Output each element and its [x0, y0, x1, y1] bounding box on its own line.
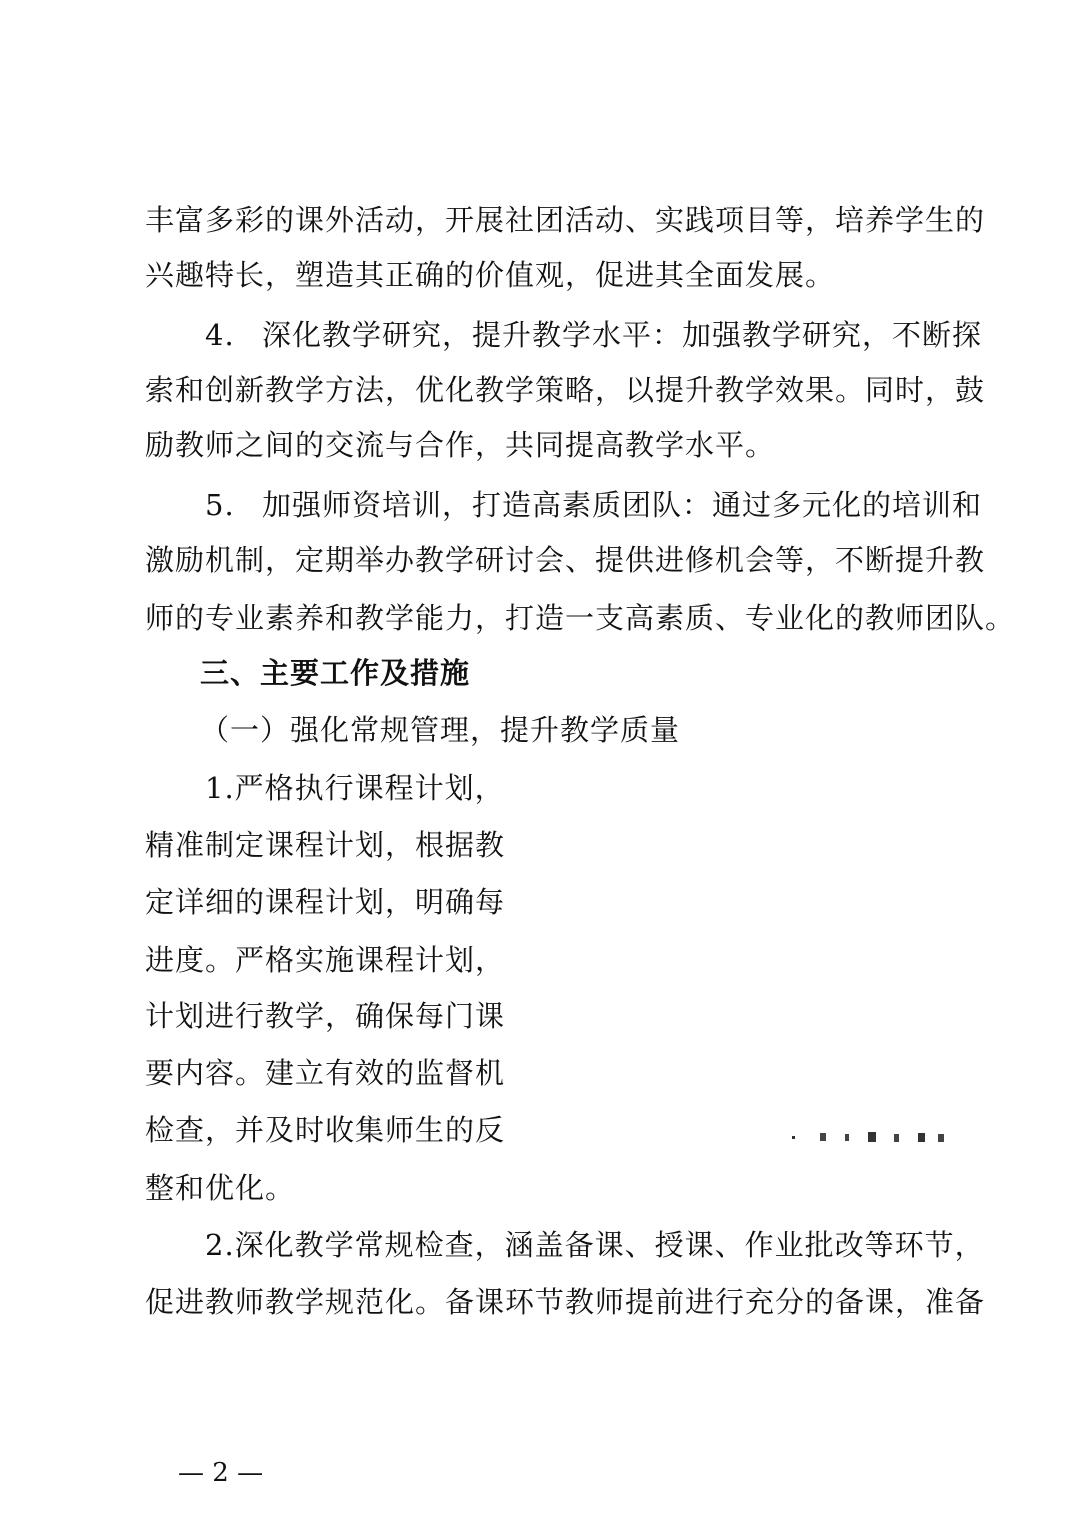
item-5-number: 5. — [205, 488, 235, 522]
body-line-20: 促进教师教学规范化。备课环节教师提前进行充分的备课，准备 — [145, 1285, 986, 1319]
body-line-15: 计划进行教学，确保每门课 — [145, 999, 506, 1033]
body-line-16: 要内容。建立有效的监督机 — [145, 1056, 506, 1090]
section-heading-3: 三、主要工作及措施 — [200, 656, 471, 690]
item-2-line: 2.深化教学常规检查，涵盖备课、授课、作业批改等环节， — [205, 1228, 985, 1262]
page-number: — 2 — — [178, 1458, 264, 1488]
body-line-18: 整和优化。 — [145, 1171, 296, 1205]
item-5-heading-line: 加强师资培训，打造高素质团队：通过多元化的培训和 — [262, 488, 983, 522]
subsection-heading-1: （一）强化常规管理，提升教学质量 — [200, 713, 681, 747]
body-line-5: 励教师之间的交流与合作，共同提高教学水平。 — [145, 428, 776, 462]
body-line-12: 精准制定课程计划，根据教 — [145, 828, 506, 862]
body-line-1: 丰富多彩的课外活动，开展社团活动、实践项目等，培养学生的 — [145, 203, 986, 237]
body-line-4: 索和创新教学方法，优化教学策略，以提升教学效果。同时，鼓 — [145, 373, 986, 407]
body-line-17: 检查，并及时收集师生的反 — [145, 1113, 506, 1147]
item-1-line: 1.严格执行课程计划， — [205, 771, 505, 805]
body-line-13: 定详细的课程计划，明确每 — [145, 885, 506, 919]
body-line-2: 兴趣特长，塑造其正确的价值观，促进其全面发展。 — [145, 258, 836, 292]
scan-residue-mark — [790, 1130, 950, 1144]
body-line-7: 激励机制，定期举办教学研讨会、提供进修机会等，不断提升教 — [145, 543, 986, 577]
item-4-heading-line: 深化教学研究，提升教学水平：加强教学研究，不断探 — [262, 318, 983, 352]
body-line-14: 进度。严格实施课程计划， — [145, 943, 506, 977]
body-line-8: 师的专业素养和教学能力，打造一支高素质、专业化的教师团队。 — [145, 601, 1016, 635]
item-4-number: 4. — [205, 318, 235, 352]
